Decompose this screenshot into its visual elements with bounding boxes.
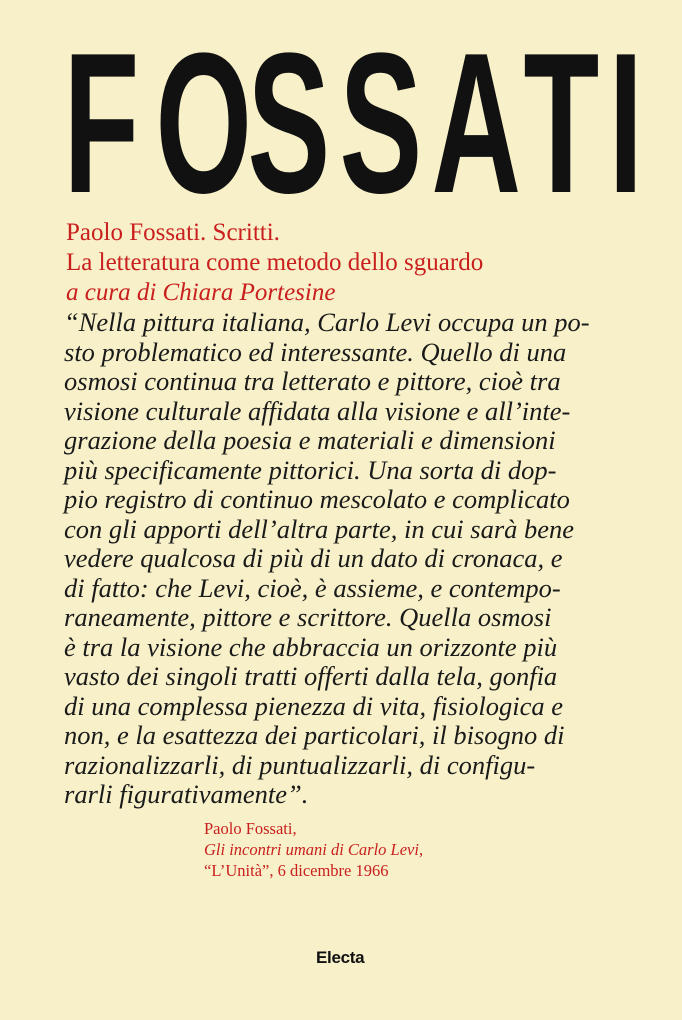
citation-author: Paolo Fossati,: [204, 819, 297, 838]
quote-line: con gli apporti dell’altra parte, in cui sarà bene: [64, 513, 575, 544]
cover-quote: [64, 308, 654, 810]
cover-subtitle: [66, 218, 483, 308]
quote-line: raneamente, pittore e scrittore. Quella osmosi: [64, 602, 552, 632]
quote-line: vasto dei singoli tratti offerti dalla tela, gonfia: [64, 661, 558, 691]
quote-line: non, e la esattezza dei particolari, il bisogno di: [64, 720, 565, 750]
title-letter: F: [63, 12, 140, 235]
quote-line: rarli figurativamente”.: [64, 779, 309, 809]
citation-work: Gli incontri umani di Carlo Levi,: [204, 840, 424, 859]
quote-citation: [204, 818, 423, 881]
quote-line: è tra la visione che abbraccia un orizzonte più: [64, 631, 558, 662]
subtitle-line-2: La letteratura come metodo dello sguardo: [66, 249, 484, 276]
quote-line: osmosi continua tra letterato e pittore, cioè tra: [64, 366, 561, 396]
publisher-logo: Electa: [316, 948, 365, 967]
quote-line: sto problematico ed interessante. Quello di una: [64, 336, 567, 367]
quote-line: visione culturale affidata alla visione e all’inte-: [64, 395, 571, 426]
quote-line: grazione della poesia e materiali e dimensioni: [64, 425, 556, 455]
title-letter: O: [155, 12, 252, 235]
quote-line: “Nella pittura italiana, Carlo Levi occupa un po-: [64, 307, 590, 337]
subtitle-line-1: Paolo Fossati. Scritti.: [66, 219, 280, 246]
title-letter: S: [339, 12, 423, 235]
quote-line: di una complessa pienezza di vita, fisiologica e: [64, 690, 564, 721]
title-letter: T: [523, 12, 600, 235]
quote-line: vedere qualcosa di più di un dato di cronaca, e: [64, 543, 563, 573]
citation-source: “L’Unità”, 6 dicembre 1966: [204, 861, 389, 880]
title-letter: I: [608, 12, 644, 235]
quote-line: di fatto: che Levi, cioè, è assieme, e contempo-: [64, 572, 561, 603]
quote-line: più specificamente pittorici. Una sorta di dop-: [64, 454, 557, 485]
quote-line: pio registro di continuo mescolato e complicato: [64, 484, 570, 514]
editor-credit: a cura di Chiara Portesine: [66, 279, 336, 306]
title-letter: S: [247, 12, 331, 235]
quote-line: razionalizzarli, di puntualizzarli, di configu-: [64, 749, 536, 780]
title-letter: A: [431, 12, 522, 235]
